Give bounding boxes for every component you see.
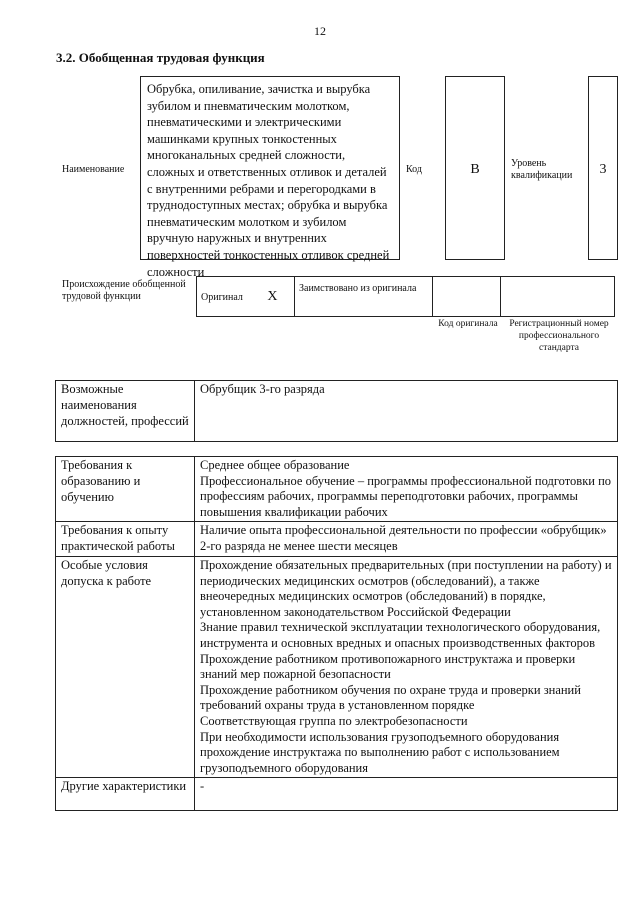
req-label-other: Другие характеристики bbox=[56, 778, 195, 811]
code-caption: Код оригинала bbox=[438, 319, 498, 329]
req-item: При необходимости использования грузоподъемного оборудования прохождение инструктажа по выполнению работ с использованием грузоподъемного оборудования bbox=[200, 729, 560, 775]
requirements-table bbox=[55, 456, 618, 811]
req-items-conditions bbox=[195, 556, 618, 777]
req-item: Прохождение обязательных предварительных (при поступлении на работу) и периодических медицинских осмотров (обследований), а также внеочередных медицинских осмотров (обследований) в порядке, установленном законодательством Российской Федерации bbox=[200, 557, 612, 619]
req-label-experience: Требования к опыту практической работы bbox=[56, 522, 195, 557]
req-item: - bbox=[200, 779, 205, 794]
level-value: 3 bbox=[599, 162, 607, 177]
original-label: Оригинал bbox=[201, 291, 243, 303]
naming-label: Наименование bbox=[62, 164, 125, 175]
table-row bbox=[56, 522, 618, 557]
origin-label: Происхождение обобщенной трудовой функции bbox=[62, 279, 186, 302]
req-items-experience bbox=[195, 522, 618, 557]
page-number: 12 bbox=[314, 24, 326, 38]
reg-caption: Регистрационный номер профессионального стандарта bbox=[509, 319, 609, 353]
req-item: Прохождение работником противопожарного инструктажа и проверки знаний мер пожарной безопасности bbox=[200, 651, 576, 682]
original-mark: X bbox=[267, 288, 278, 304]
original-cell bbox=[197, 277, 295, 317]
code-value: B bbox=[470, 162, 480, 177]
reg-number-cell bbox=[501, 277, 615, 317]
code-label: Код bbox=[406, 164, 422, 175]
table-row bbox=[56, 778, 618, 811]
req-item: Наличие опыта профессиональной деятельности по профессии «обрубщик» 2-го разряда не менее шести месяцев bbox=[200, 523, 607, 553]
positions-label: Возможные наименования должностей, профессий bbox=[56, 381, 195, 442]
origin-table bbox=[196, 276, 615, 317]
req-item: Прохождение работником обучения по охране труда и проверки знаний требований охраны труда в установленном порядке bbox=[200, 682, 581, 713]
table-row bbox=[56, 556, 618, 777]
original-code-cell bbox=[433, 277, 501, 317]
positions-value: Обрубщик 3-го разряда bbox=[195, 381, 618, 442]
borrowed-cell: Заимствовано из оригинала bbox=[295, 277, 433, 317]
table-row bbox=[56, 457, 618, 522]
req-items-other bbox=[195, 778, 618, 811]
positions-table bbox=[55, 380, 618, 442]
naming-text: Обрубка, опиливание, зачистка и вырубка зубилом и пневматическим молотком, пневматическими и электрическими машинками крупных тонкостенных многоканальных средней сложности, сложных и ответственных отливок и деталей с внутренними ребрами и перегородками в труднодоступных местах; обрубка и вырубка пневматическим молотком и зубилом вручную наружных и внутренних поверхностей тонкостенных отливок средней сложности bbox=[140, 76, 400, 260]
req-items-education bbox=[195, 457, 618, 522]
req-label-conditions: Особые условия допуска к работе bbox=[56, 556, 195, 777]
req-label-education: Требования к образованию и обучению bbox=[56, 457, 195, 522]
req-item: Профессиональное обучение – программы профессиональной подготовки по профессиям рабочих, программы переподготовки рабочих, программы повышения квалификации рабочих bbox=[200, 473, 612, 519]
level-label: Уровень квалификации bbox=[511, 158, 573, 181]
section-title: 3.2. Обобщенная трудовая функция bbox=[56, 50, 265, 65]
req-item: Среднее общее образование bbox=[200, 458, 350, 472]
req-item: Соответствующая группа по электробезопасности bbox=[200, 713, 468, 728]
req-item: Знание правил технической эксплуатации технологического оборудования, инструмента и основных вредных и опасных производственных факторов bbox=[200, 620, 601, 650]
